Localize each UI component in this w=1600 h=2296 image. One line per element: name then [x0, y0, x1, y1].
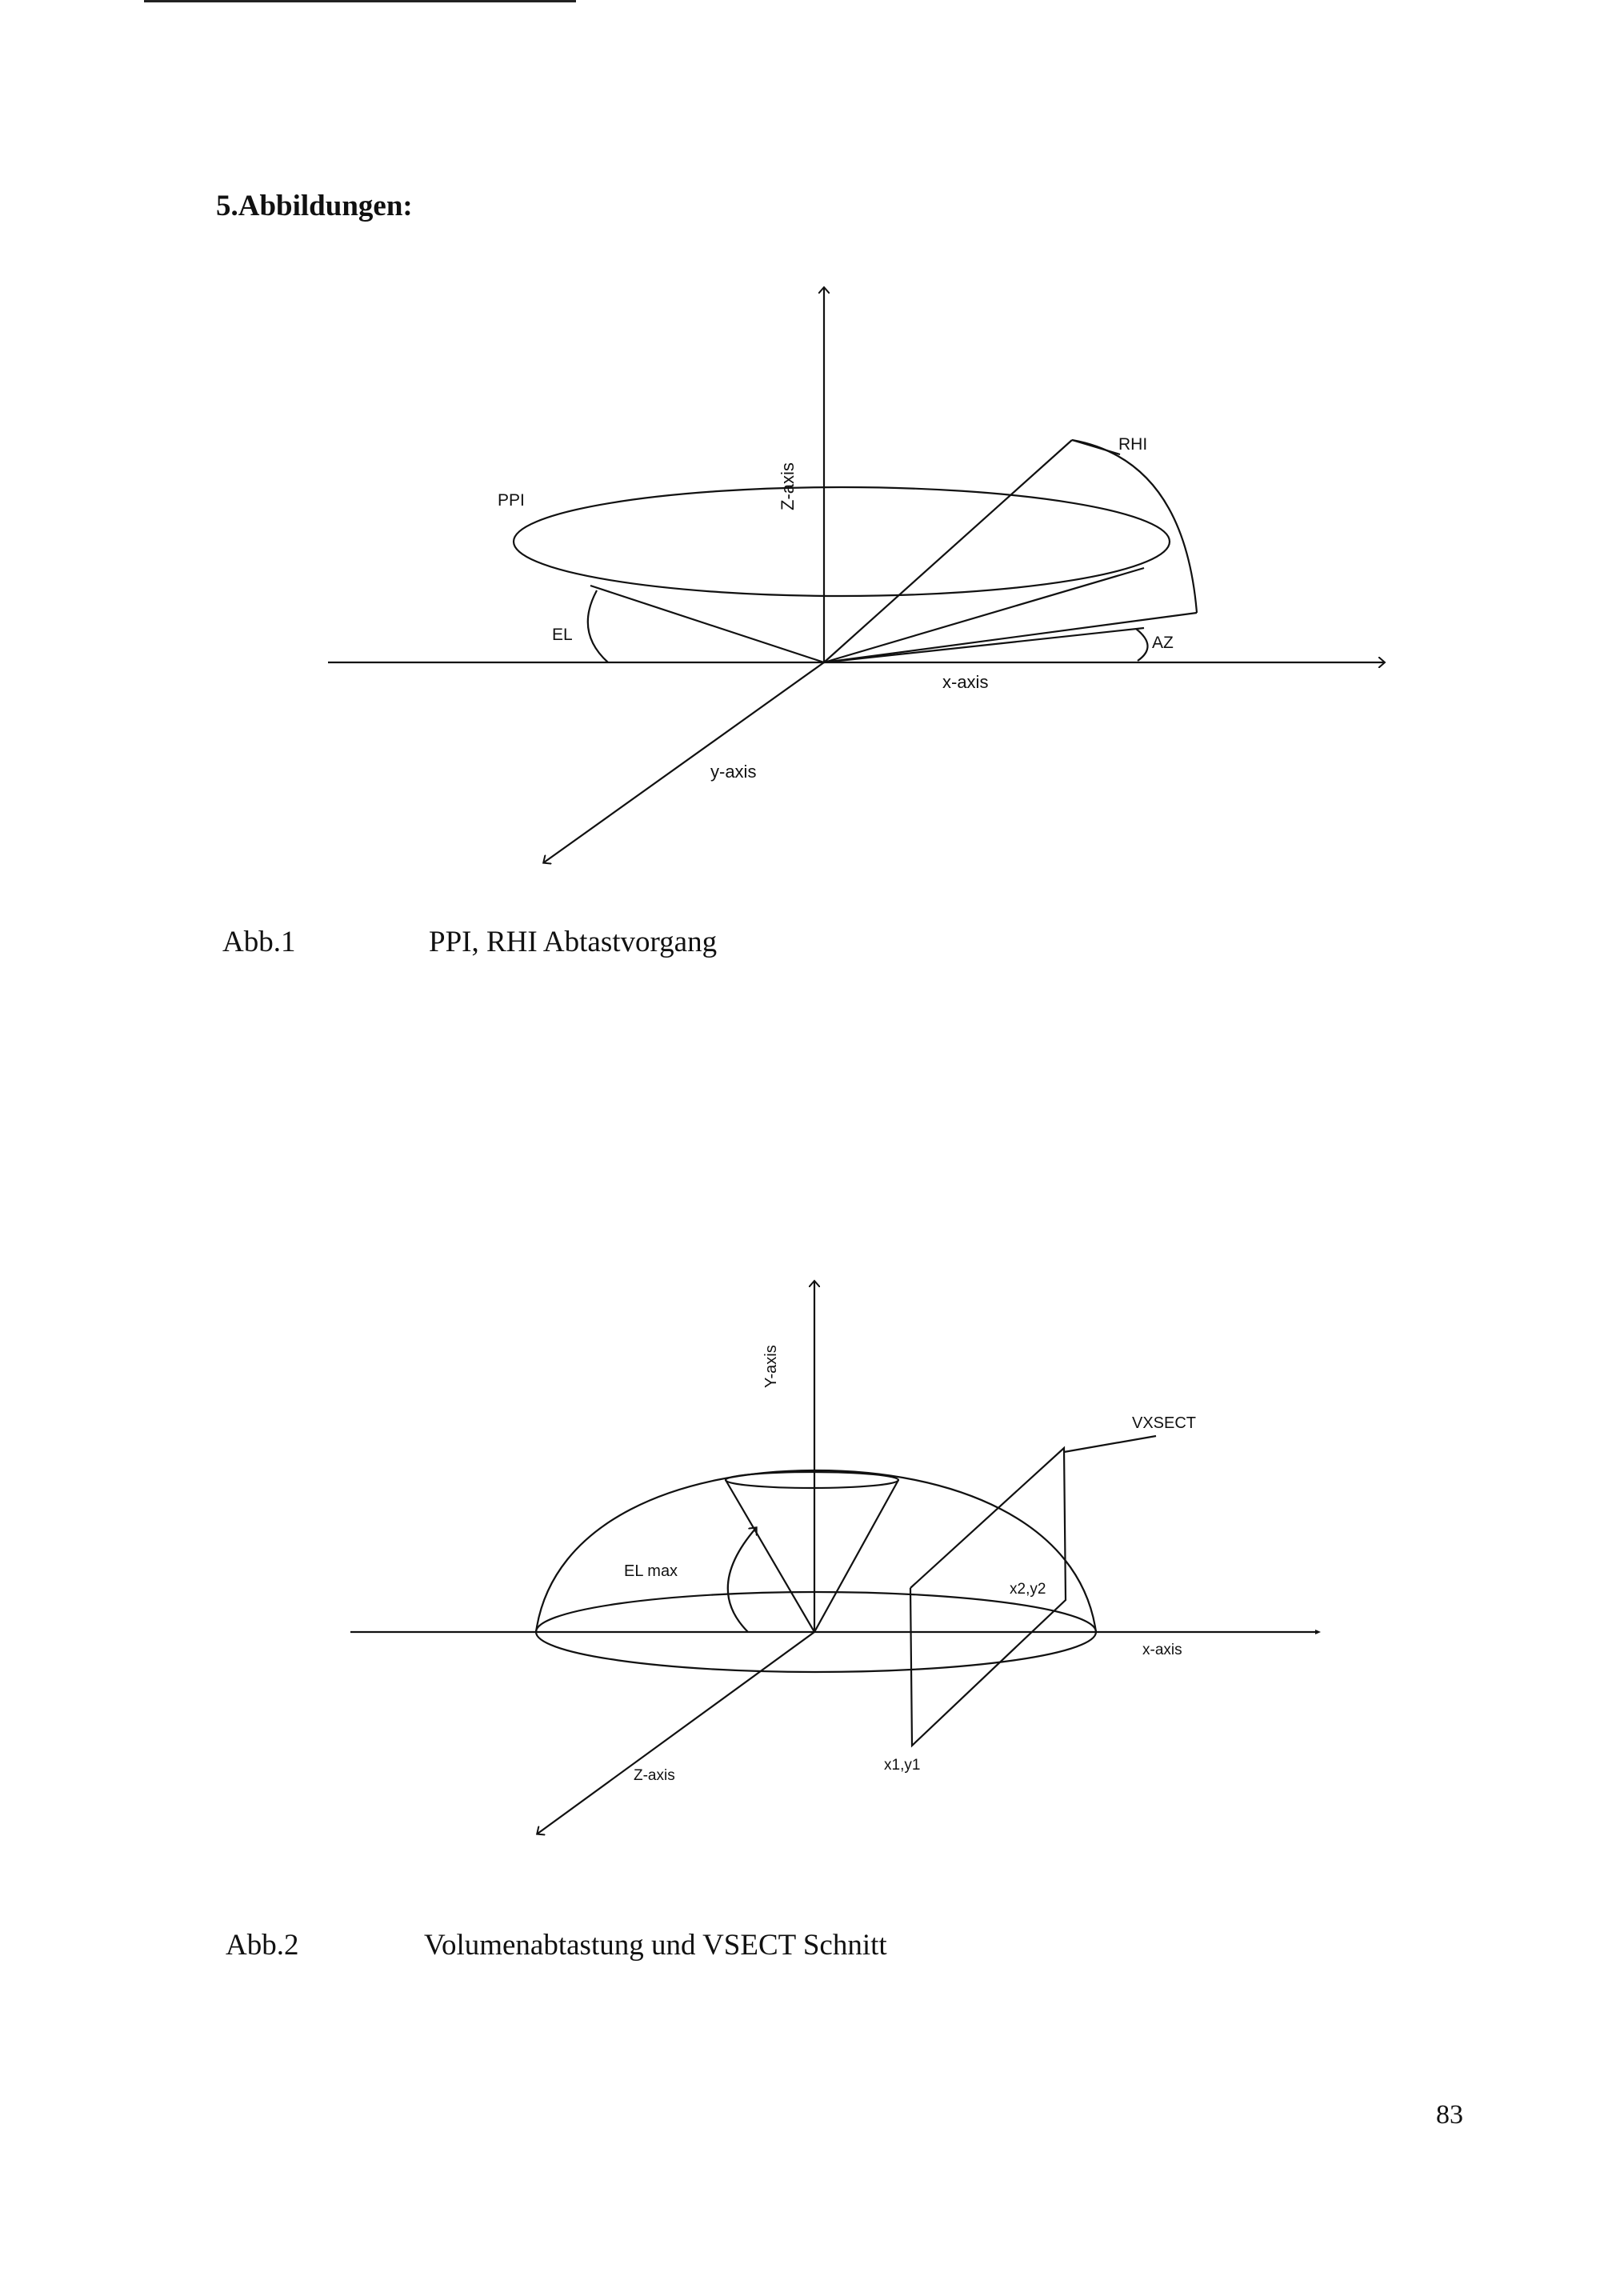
- ppi-cone-right: [824, 568, 1144, 662]
- section-heading: 5.Abbildungen:: [216, 190, 413, 222]
- cone-top-ellipse: [726, 1472, 898, 1488]
- ppi-ellipse: [514, 487, 1170, 596]
- rhi-label-leader: [1072, 440, 1120, 454]
- az-arc: [1136, 629, 1148, 661]
- label-x1y1: x1,y1: [884, 1757, 921, 1774]
- label-z-axis: Z-axis: [634, 1767, 675, 1784]
- label-az: AZ: [1152, 634, 1174, 652]
- page-number: 83: [1436, 2100, 1463, 2130]
- label-x-axis: x-axis: [1142, 1642, 1182, 1658]
- figure-2-caption-text: Volumenabtastung und VSECT Schnitt: [424, 1929, 887, 1962]
- label-rhi: RHI: [1118, 435, 1148, 454]
- rhi-lower: [824, 628, 1144, 662]
- cone-left: [726, 1480, 814, 1632]
- top-rule: [144, 0, 576, 2]
- figure-2-diagram: [0, 1264, 1600, 1856]
- rhi-arc: [1072, 440, 1197, 613]
- figure-1-caption-number: Abb.1: [222, 926, 296, 958]
- label-x2y2: x2,y2: [1010, 1581, 1046, 1598]
- figure-1-caption-text: PPI, RHI Abtastvorgang: [429, 926, 718, 958]
- z-axis-line: [538, 1632, 814, 1834]
- cone-right: [814, 1480, 898, 1632]
- label-vxsect: VXSECT: [1132, 1414, 1197, 1432]
- figure-2-caption-number: Abb.2: [226, 1929, 299, 1962]
- vsect-leader: [1064, 1436, 1156, 1452]
- ppi-cone-left: [590, 586, 824, 662]
- rhi-diagonal: [824, 440, 1072, 662]
- label-el-max: EL max: [624, 1562, 678, 1580]
- el-arc: [588, 590, 608, 662]
- label-z-axis: Z-axis: [778, 462, 798, 510]
- rhi-bottom: [824, 613, 1197, 662]
- el-max-arc: [728, 1528, 756, 1632]
- figure-1-diagram: [0, 264, 1600, 888]
- label-el: EL: [552, 626, 573, 644]
- label-y-axis: Y-axis: [762, 1345, 780, 1388]
- y-axis-line: [544, 662, 824, 862]
- label-y-axis: y-axis: [710, 762, 757, 782]
- label-ppi: PPI: [498, 491, 525, 510]
- label-x-axis: x-axis: [942, 672, 989, 692]
